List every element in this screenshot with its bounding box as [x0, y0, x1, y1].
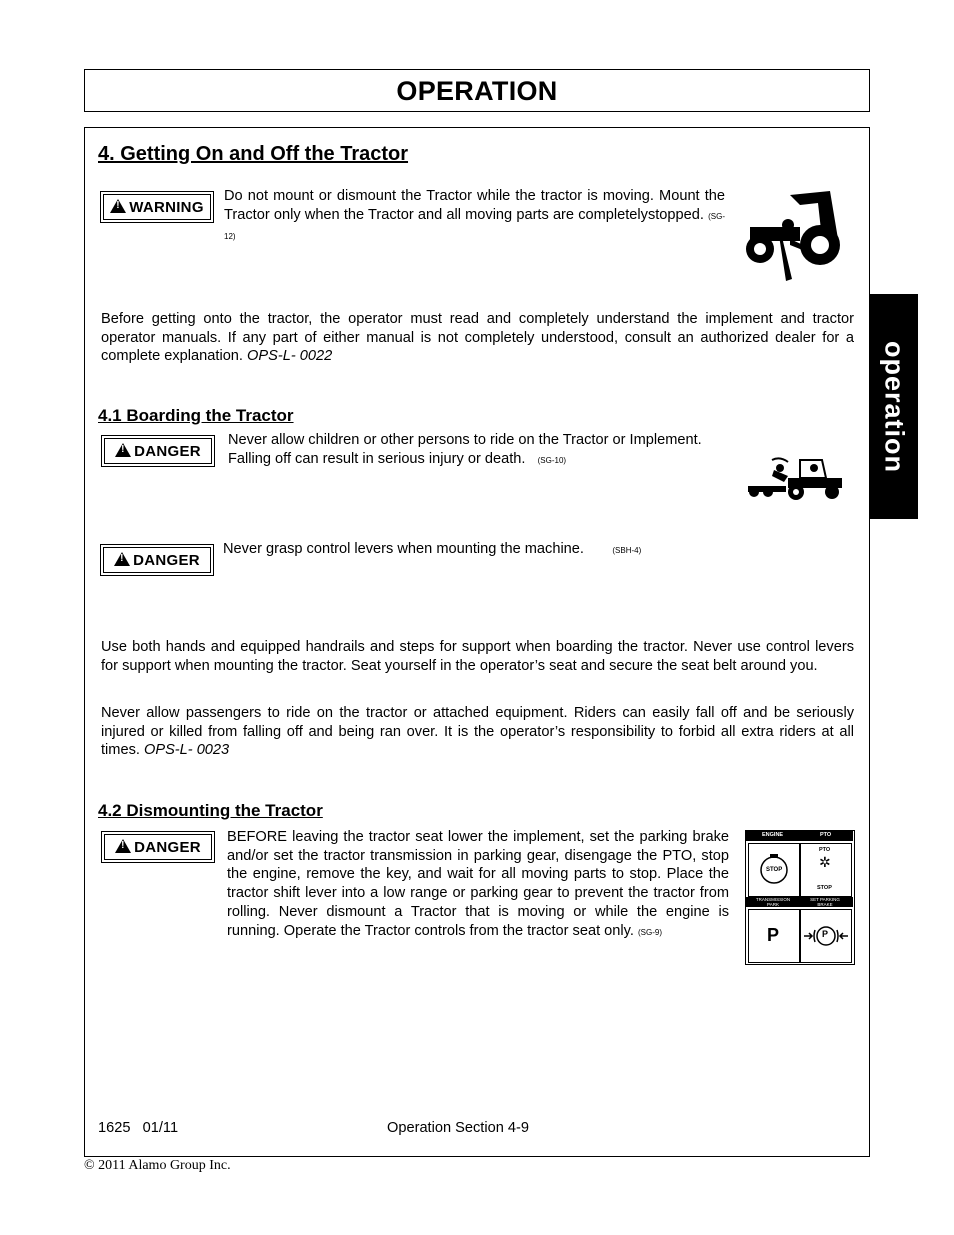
danger-2-text: Never grasp control levers when mounting the machine. (SBH-4)	[223, 541, 642, 557]
intro-paragraph: Before getting onto the tractor, the operator must read and completely understand the implement and tractor operator manuals. If any part of either manual is not completely understood, consult an authorized dealer for a complete explanation. OPS-L- 0022	[101, 311, 854, 365]
transmission-park-panel: P	[748, 909, 800, 963]
section-4-1-heading: 4.1 Boarding the Tractor	[98, 406, 294, 425]
pto-stop-panel: PTO ✲ STOP	[800, 843, 852, 897]
section-4-heading: 4. Getting On and Off the Tractor	[98, 143, 409, 165]
warning-label: ! WARNING	[100, 191, 214, 223]
rider-fall-icon	[748, 456, 844, 502]
danger-1-text: Never allow children or other persons to ride on the Tractor or Implement. Falling off can result in serious injury or death. (SG-10)	[228, 432, 702, 467]
side-tab	[869, 294, 918, 519]
engine-label: ENGINE	[762, 832, 784, 838]
danger-label-2: ! DANGER	[100, 544, 214, 576]
page-header	[84, 69, 870, 112]
parking-brake-panel: P	[800, 909, 852, 963]
gear-icon: ✲	[819, 854, 831, 870]
danger-3-text: BEFORE leaving the tractor seat lower the implement, set the parking brake and/or set the tractor transmission in parking gear, disengage the PTO, stop the engine, remove the key, and wait for all moving parts to stop. Place the tractor shift lever into a low range or parking gear to prevent the tractor from rolling. Never dismount a Tractor that is moving or while the engine is running. Operate the Tractor controls from the tractor seat only. (SG-9)	[227, 829, 729, 939]
parking-brake-label: SET PARKING BRAKE	[810, 897, 840, 907]
page-title: OPERATION	[396, 76, 558, 106]
pto-label: PTO	[820, 832, 832, 838]
shutdown-sign	[745, 830, 855, 965]
side-tab-label: operation	[879, 340, 909, 473]
warning-triangle-icon	[110, 199, 126, 213]
footer-section: Operation Section 4-9	[387, 1120, 529, 1136]
engine-stop-panel: STOP	[748, 843, 800, 897]
transmission-label: TRANSMISSION PARK	[755, 897, 791, 907]
warning-text: Do not mount or dismount the Tractor while the tractor is moving. Mount the Tractor only when the Tractor and all moving parts are completelystopped. (SG-12)	[224, 188, 725, 242]
danger-label-3: ! DANGER	[101, 831, 215, 863]
danger-triangle-icon	[115, 839, 131, 853]
footer-model: 1625 01/11	[98, 1120, 179, 1136]
passengers-paragraph: Never allow passengers to ride on the tractor or attached equipment. Riders can easily fall off and be seriously injured or killed from falling off and being ran over. It is the operator’s responsibility to forbid all extra riders at all times. OPS-L- 0023	[101, 705, 854, 759]
danger-triangle-icon	[115, 443, 131, 457]
copyright: © 2011 Alamo Group Inc.	[84, 1158, 231, 1173]
danger-triangle-icon	[114, 552, 130, 566]
boarding-paragraph: Use both hands and equipped handrails and steps for support when boarding the tractor. Never use control levers for support when mounting the tractor. Seat yourself in the operator’s seat and secure the seat belt around you.	[101, 639, 854, 674]
danger-label-1: ! DANGER	[101, 435, 215, 467]
section-4-2-heading: 4.2 Dismounting the Tractor	[98, 801, 323, 820]
tractor-runover-icon	[742, 189, 844, 287]
